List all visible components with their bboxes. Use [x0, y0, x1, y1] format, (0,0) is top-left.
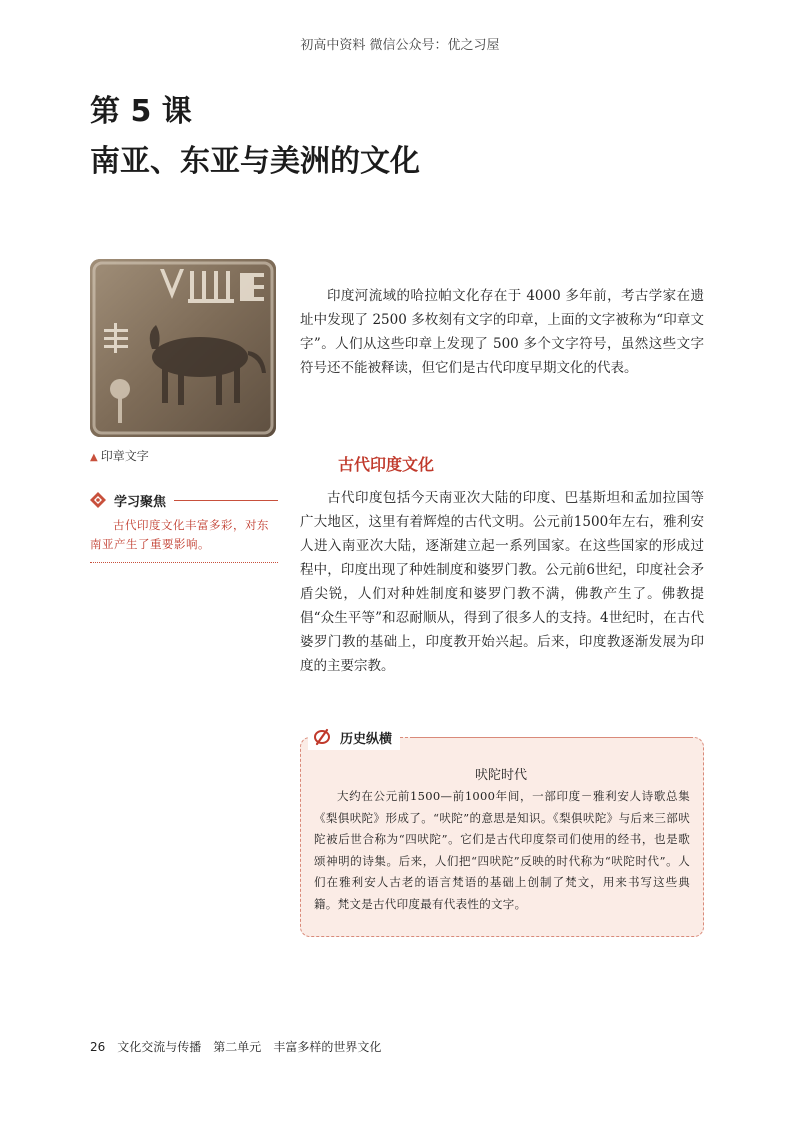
- header-note: 初高中资料 微信公众号：优之习屋: [300, 38, 500, 53]
- learning-focus-header: [90, 490, 278, 510]
- page-footer: [90, 1038, 381, 1055]
- lesson-number: 第 5 课: [90, 94, 192, 129]
- footer-unit-title: 丰富多样的世界文化: [273, 1040, 382, 1054]
- figure-caption: [90, 447, 149, 464]
- seal-image: [90, 259, 276, 437]
- history-box-tab: [308, 724, 400, 750]
- section-paragraph: 古代印度包括今天南亚次大陆的印度、巴基斯坦和孟加拉国等广大地区，这里有着辉煌的古代文明。公元前1500年左右，雅利安人进入南亚次大陆，逐渐建立起一系列国家。在这些国家的形成过程中，印度出现了种姓制度和婆罗门教。公元前6世纪，印度社会矛盾尖锐，人们对种姓制度和婆罗门教不满，佛教产生了。佛教提倡“众生平等”和忍耐顺从，得到了很多人的支持。4世纪时，在古代婆罗门教的基础上，印度教开始兴起。后来，印度教逐渐发展为印度的主要宗教。: [300, 490, 704, 674]
- footer-unit: 第二单元: [213, 1040, 262, 1054]
- divider: [174, 500, 278, 501]
- history-box-title: 吠陀时代: [474, 768, 527, 783]
- seal-photo: [90, 259, 276, 437]
- section-title: 古代印度文化: [338, 455, 435, 474]
- history-box-text: 大约在公元前1500—前1000年间，一部印度－雅利安人诗歌总集《梨俱吠陀》形成了。“吠陀”的意思是知识。《梨俱吠陀》与后来三部吠陀被后世合称为“四吠陀”。它们是古代印度祭司们使用的经书，也是歌颂神明的诗集。后来，人们把“四吠陀”反映的时代称为“吠陀时代”。人们在雅利安人古老的语言梵语的基础上创制了梵文，用来书写这些典籍。梵文是古代印度最有代表性的文字。: [314, 789, 690, 911]
- figure-caption-text: 印章文字: [100, 449, 149, 463]
- learning-focus-title: 学习聚焦: [114, 494, 167, 510]
- diamond-icon: [90, 492, 106, 508]
- dotted-divider: [90, 562, 278, 563]
- lesson-title: 南亚、东亚与美洲的文化: [90, 144, 420, 179]
- history-box-rule: [410, 737, 690, 738]
- footer-book: 文化交流与传播: [117, 1040, 202, 1054]
- learning-focus-box: [90, 490, 278, 563]
- history-symbol-icon: [312, 727, 332, 747]
- history-box-label: 历史纵横: [340, 731, 393, 747]
- learning-focus-text: 古代印度文化丰富多彩，对东南亚产生了重要影响。: [90, 518, 269, 551]
- triangle-icon: ▲: [90, 452, 98, 463]
- intro-paragraph: 印度河流域的哈拉帕文化存在于 4000 多年前，考古学家在遗址中发现了 2500 多枚刻有文字的印章，上面的文字被称为“印章文字”。人们从这些印章上发现了 500 多个文字符号，虽然这些文字符号还不能被释读，但它们是古代印度早期文化的代表。: [300, 288, 704, 376]
- page-number: 26: [90, 1040, 106, 1054]
